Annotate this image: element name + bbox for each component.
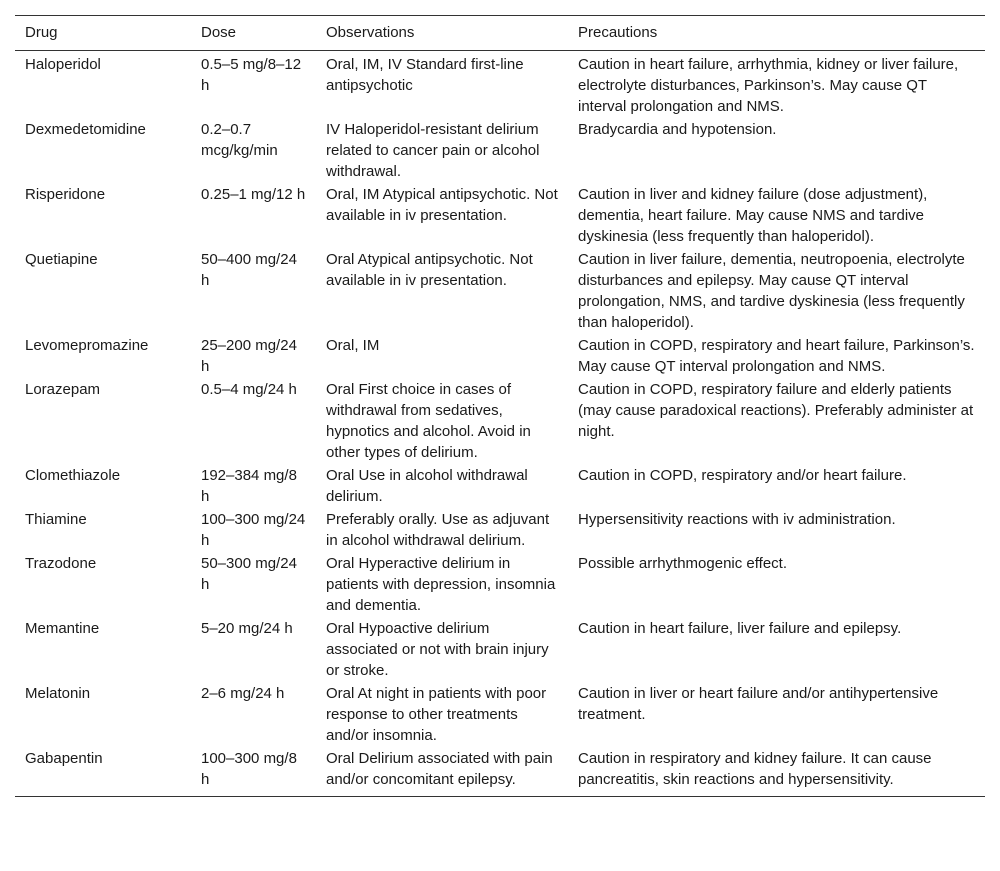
table-row bbox=[15, 118, 985, 183]
dose-cell: 100–300 mg/24 h bbox=[201, 511, 306, 549]
table-row bbox=[15, 378, 985, 464]
observations-cell: Oral Use in alcohol withdrawal delirium. bbox=[326, 467, 528, 505]
precautions-cell: Caution in heart failure, arrhythmia, kidney or liver failure, electrolyte disturbances, Parkinson’s. May cause QT interval prolongation and NMS. bbox=[578, 56, 959, 115]
table-row bbox=[15, 334, 985, 378]
dose-cell: 0.5–5 mg/8–12 h bbox=[201, 56, 302, 94]
observations-cell: Oral, IM, IV Standard first-line antipsychotic bbox=[326, 56, 524, 94]
table-row bbox=[15, 248, 985, 334]
table-row bbox=[15, 464, 985, 508]
drug-cell: Risperidone bbox=[25, 186, 106, 203]
dose-cell: 2–6 mg/24 h bbox=[201, 685, 285, 702]
drug-cell: Melatonin bbox=[25, 685, 91, 702]
header-row bbox=[15, 16, 985, 51]
observations-cell: Oral Delirium associated with pain and/or concomitant epilepsy. bbox=[326, 750, 553, 788]
precautions-cell: Hypersensitivity reactions with iv administration. bbox=[578, 511, 896, 528]
dose-cell: 25–200 mg/24 h bbox=[201, 337, 297, 375]
dose-cell: 0.5–4 mg/24 h bbox=[201, 381, 297, 398]
table-row bbox=[15, 682, 985, 747]
drug-cell: Gabapentin bbox=[25, 750, 103, 767]
table-row bbox=[15, 183, 985, 248]
dose-cell: 0.25–1 mg/12 h bbox=[201, 186, 306, 203]
header-drug: Drug bbox=[25, 24, 58, 41]
drug-cell: Thiamine bbox=[25, 511, 87, 528]
dose-cell: 100–300 mg/8 h bbox=[201, 750, 297, 788]
observations-cell: Oral, IM bbox=[326, 337, 380, 354]
header-dose: Dose bbox=[201, 24, 237, 41]
drug-cell: Quetiapine bbox=[25, 251, 98, 268]
header-precautions: Precautions bbox=[578, 24, 658, 41]
precautions-cell: Caution in COPD, respiratory and heart failure, Parkinson’s. May cause QT interval prolongation and NMS. bbox=[578, 337, 975, 375]
drug-cell: Haloperidol bbox=[25, 56, 101, 73]
dose-cell: 5–20 mg/24 h bbox=[201, 620, 293, 637]
observations-cell: Oral Hyperactive delirium in patients with depression, insomnia and dementia. bbox=[326, 555, 556, 614]
drug-table-container bbox=[15, 15, 985, 797]
table-row bbox=[15, 51, 985, 119]
table-body bbox=[15, 51, 985, 797]
observations-cell: Oral, IM Atypical antipsychotic. Not available in iv presentation. bbox=[326, 186, 558, 224]
observations-cell: Oral Hypoactive delirium associated or not with brain injury or stroke. bbox=[326, 620, 549, 679]
drug-cell: Memantine bbox=[25, 620, 100, 637]
dose-cell: 0.2–0.7 mcg/kg/min bbox=[201, 121, 278, 159]
observations-cell: Preferably orally. Use as adjuvant in alcohol withdrawal delirium. bbox=[326, 511, 550, 549]
precautions-cell: Caution in COPD, respiratory and/or heart failure. bbox=[578, 467, 907, 484]
table-row bbox=[15, 617, 985, 682]
precautions-cell: Caution in liver failure, dementia, neutropoenia, electrolyte disturbances and epilepsy. May cause QT interval prolongation, NMS, and tardive dyskinesia (less frequently than haloperidol). bbox=[578, 251, 965, 331]
drug-cell: Dexmedetomidine bbox=[25, 121, 146, 138]
observations-cell: Oral At night in patients with poor response to other treatments and/or insomnia. bbox=[326, 685, 547, 744]
drug-table bbox=[15, 15, 985, 797]
table-row bbox=[15, 552, 985, 617]
precautions-cell: Possible arrhythmogenic effect. bbox=[578, 555, 787, 572]
precautions-cell: Caution in COPD, respiratory failure and elderly patients (may cause paradoxical reactions). Preferably administer at night. bbox=[578, 381, 974, 440]
table-row bbox=[15, 747, 985, 797]
drug-cell: Lorazepam bbox=[25, 381, 101, 398]
precautions-cell: Caution in respiratory and kidney failure. It can cause pancreatitis, skin reactions and hypersensitivity. bbox=[578, 750, 932, 788]
table-header bbox=[15, 16, 985, 51]
precautions-cell: Caution in liver and kidney failure (dose adjustment), dementia, heart failure. May cause NMS and tardive dyskinesia (less frequently than haloperidol). bbox=[578, 186, 928, 245]
drug-cell: Levomepromazine bbox=[25, 337, 149, 354]
dose-cell: 192–384 mg/8 h bbox=[201, 467, 297, 505]
precautions-cell: Caution in heart failure, liver failure and epilepsy. bbox=[578, 620, 902, 637]
observations-cell: Oral First choice in cases of withdrawal from sedatives, hypnotics and alcohol. Avoid in other types of delirium. bbox=[326, 381, 531, 461]
precautions-cell: Caution in liver or heart failure and/or antihypertensive treatment. bbox=[578, 685, 939, 723]
dose-cell: 50–300 mg/24 h bbox=[201, 555, 297, 593]
drug-cell: Trazodone bbox=[25, 555, 97, 572]
observations-cell: Oral Atypical antipsychotic. Not available in iv presentation. bbox=[326, 251, 533, 289]
precautions-cell: Bradycardia and hypotension. bbox=[578, 121, 777, 138]
dose-cell: 50–400 mg/24 h bbox=[201, 251, 297, 289]
drug-cell: Clomethiazole bbox=[25, 467, 121, 484]
header-observations: Observations bbox=[326, 24, 415, 41]
observations-cell: IV Haloperidol-resistant delirium related to cancer pain or alcohol withdrawal. bbox=[326, 121, 540, 180]
table-row bbox=[15, 508, 985, 552]
